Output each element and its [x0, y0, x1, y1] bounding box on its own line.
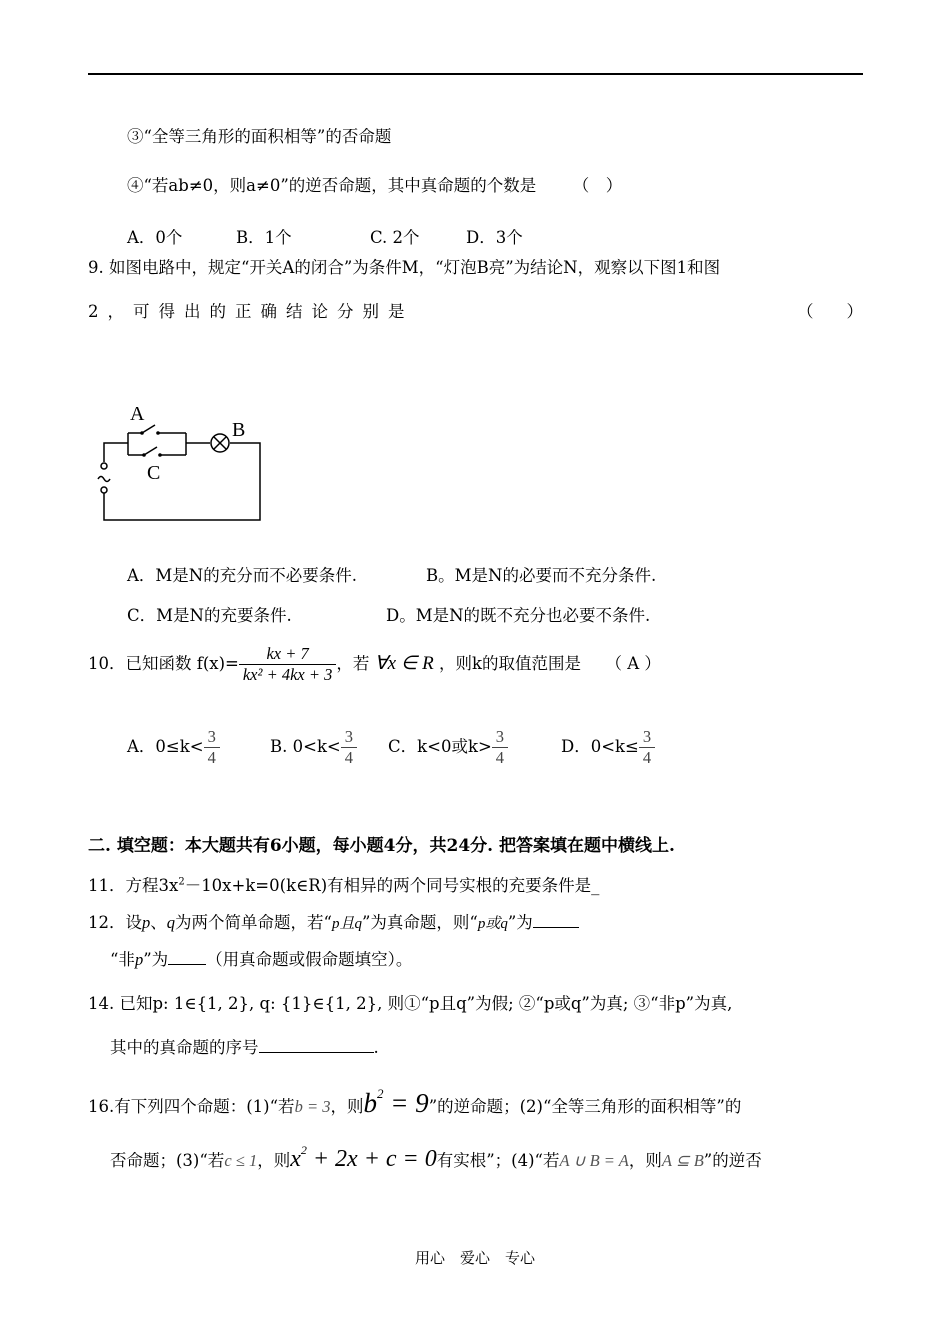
fraction-denominator: 4: [492, 747, 508, 768]
q11-text-a: 11．方程3x: [88, 876, 179, 895]
q16-equation: [290, 1143, 437, 1172]
answer-blank[interactable]: [533, 927, 579, 928]
q12-text: （用真命题或假命题填空）。: [206, 950, 413, 969]
q16-condition: A ∪ B = A: [559, 1151, 629, 1170]
math-base: b: [363, 1088, 377, 1118]
page-footer: 用心 爱心 专心: [414, 1249, 535, 1267]
q9-option-d: D。M是N的既不充分也必要不条件.: [386, 606, 651, 625]
q12-text: ”为真命题，则“: [361, 913, 478, 932]
q10-option-a: [127, 727, 220, 768]
fraction-numerator: 3: [207, 727, 216, 746]
fraction-numerator: 3: [642, 727, 652, 746]
q16-text: ”的逆否: [703, 1151, 762, 1170]
answer-blank[interactable]: [168, 964, 206, 965]
q8-option-c: C. 2个: [370, 228, 420, 247]
p-or-q: p或q: [477, 916, 508, 932]
switch-a-label: A: [130, 403, 145, 425]
q10-stem: [88, 644, 661, 685]
q10-prefix: 10．已知函数 f(x)=: [88, 653, 239, 673]
q12-text: ”为: [507, 913, 533, 932]
var-q: q: [166, 913, 175, 932]
q16-conclusion: [363, 1088, 428, 1118]
switch-c-label: C: [147, 462, 161, 484]
q10-answer: （ A ）: [605, 653, 661, 673]
option-label: B. 0<k<: [270, 736, 341, 756]
circuit-diagram: [92, 400, 272, 530]
q9-stem-line2: 2，可得出的正确结论分别是: [88, 302, 414, 321]
fraction-denominator: 4: [341, 747, 357, 768]
q9-option-c: C．M是N的充要条件.: [127, 606, 292, 625]
math-base: x: [290, 1146, 301, 1172]
section-heading: 二. 填空题：本大题共有6小题，每小题4分，共24分. 把答案填在题中横线上.: [88, 836, 675, 856]
var-p: p: [142, 913, 151, 932]
option-label: C．k<0或k>: [388, 736, 492, 756]
option-label: D．0<k≤: [561, 736, 639, 756]
q11-text-b: －10x+k=0(k∈R)有相异的两个同号实根的充要条件是_: [184, 876, 600, 895]
fraction-denominator: kx² + 4kx + 3: [239, 664, 337, 685]
q16-text: ”的逆命题；(2)“全等三角形的面积相等”的: [428, 1097, 742, 1116]
fraction: [639, 727, 655, 768]
q14-text: .: [373, 1038, 379, 1057]
fraction-numerator: 3: [495, 727, 505, 746]
q12-text: “非: [110, 950, 135, 969]
q8-item-3: ③“全等三角形的面积相等”的否命题: [127, 127, 392, 146]
q16-line2: [110, 1143, 762, 1174]
answer-paren: （ ）: [572, 176, 623, 195]
q14-line2: [110, 1038, 379, 1058]
lamp-b-label: B: [232, 419, 246, 441]
q16-condition: c ≤ 1: [224, 1151, 258, 1170]
fraction-denominator: 4: [204, 747, 220, 768]
fraction: [341, 727, 357, 768]
q8-option-d: D．3个: [466, 228, 523, 247]
q9-option-b: B。M是N的必要而不充分条件.: [426, 566, 657, 585]
q12-line1: [88, 913, 579, 933]
q16-text: 有实根”；(4)“若: [436, 1151, 560, 1170]
q10-condition: ∀x ∈ R: [374, 652, 434, 674]
q8-item-4-text: ④“若ab≠0，则a≠0”的逆否命题，其中真命题的个数是: [127, 176, 537, 195]
var-p: p: [134, 950, 144, 969]
fraction-numerator: kx + 7: [266, 644, 309, 663]
q12-text: 、: [150, 913, 167, 932]
q9-option-a: A．M是N的充分而不必要条件.: [127, 566, 357, 585]
q14-text: 其中的真命题的序号: [110, 1038, 259, 1057]
math-exponent: 2: [300, 1143, 307, 1157]
q10-option-b: [270, 727, 357, 768]
option-label: A．0≤k<: [127, 736, 204, 756]
q16-text: ，则: [257, 1151, 291, 1170]
q12-text: 12．设: [88, 913, 142, 932]
q16-conclusion: A ⊆ B: [661, 1151, 704, 1170]
q8-option-a: A．0个: [127, 228, 183, 247]
answer-blank[interactable]: [259, 1052, 374, 1053]
math-exponent: 2: [376, 1086, 384, 1101]
q10-option-c: [388, 727, 508, 768]
q10-option-d: [561, 727, 655, 768]
math-rest: + 2x + c = 0: [306, 1146, 437, 1172]
q10-function-fraction: [239, 644, 337, 685]
q12-line2: [110, 950, 412, 970]
answer-paren: （ ）: [797, 302, 863, 321]
math-rest: = 9: [383, 1088, 429, 1118]
q9-stem-line1: 9. 如图电路中，规定“开关A的闭合”为条件M，“灯泡B亮”为结论N，观察以下图1和图: [88, 258, 721, 277]
q11-exponent: 2: [178, 876, 185, 888]
fraction-denominator: 4: [639, 747, 655, 768]
q8-option-b: B．1个: [236, 228, 292, 247]
q16-text: ，则: [330, 1097, 364, 1116]
q16-text: 16.有下列四个命题：(1)“若: [88, 1097, 295, 1116]
q16-condition: b = 3: [294, 1097, 331, 1116]
q16-text: 否命题；(3)“若: [110, 1151, 225, 1170]
q10-suffix: ，则k的取值范围是: [438, 653, 581, 673]
header-rule: [88, 73, 863, 75]
q14-line1: 14. 已知p: 1∈{1, 2}, q: {1}∈{1, 2}, 则①“p且q”为假; ②“p或q”为真; ③“非p”为真,: [88, 994, 733, 1013]
q11-stem: [88, 876, 599, 896]
fraction: [204, 727, 220, 768]
q16-line1: [88, 1086, 741, 1119]
q16-text: ，则: [628, 1151, 662, 1170]
q12-text: ”为: [143, 950, 169, 969]
q8-item-4: [127, 176, 622, 196]
q10-condition-prefix: ，若: [336, 653, 370, 673]
p-and-q: p且q: [331, 916, 362, 932]
fraction-numerator: 3: [344, 727, 354, 746]
q12-text: 为两个简单命题，若“: [175, 913, 332, 932]
fraction: [492, 727, 508, 768]
